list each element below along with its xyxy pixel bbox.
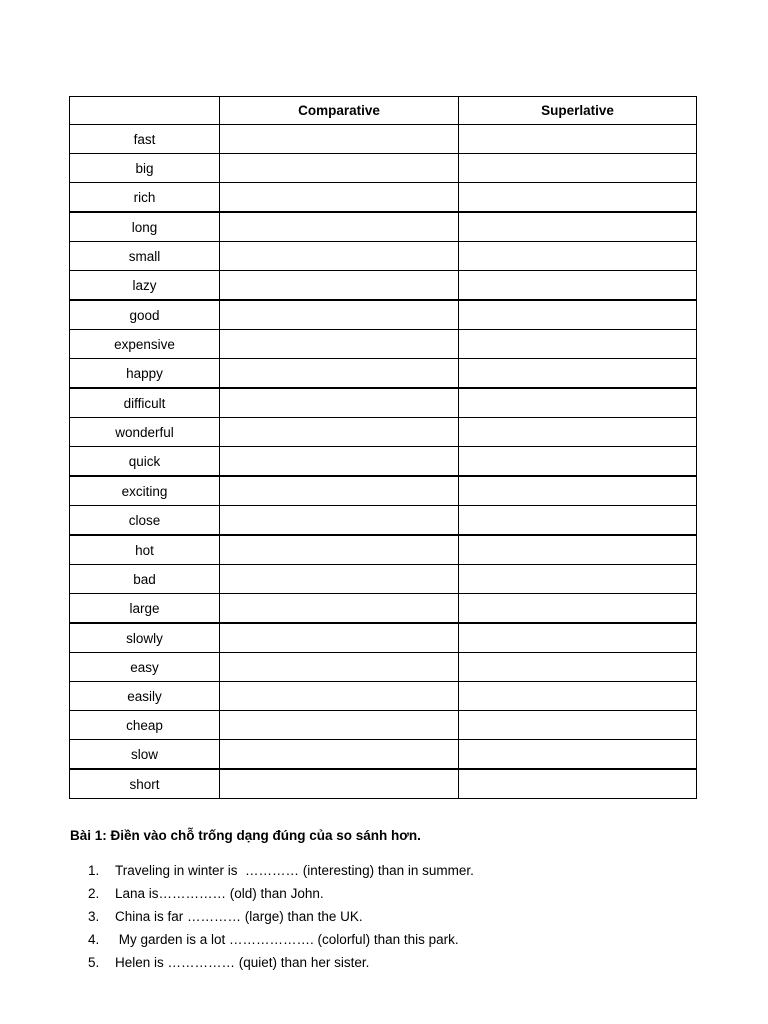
comparative-cell[interactable] — [220, 125, 459, 154]
item-number: 1. — [88, 863, 100, 878]
item-sentence: Lana is…………… (old) than John. — [115, 886, 324, 901]
exercise-item — [70, 928, 710, 951]
table-row — [70, 653, 697, 682]
item-number: 3. — [88, 909, 100, 924]
comparative-cell[interactable] — [220, 418, 459, 447]
comparative-cell[interactable] — [220, 154, 459, 183]
exercise-item — [70, 859, 710, 882]
superlative-cell[interactable] — [459, 535, 697, 565]
comparative-cell[interactable] — [220, 653, 459, 682]
adjective-cell: easy — [70, 653, 220, 682]
comparative-cell[interactable] — [220, 565, 459, 594]
exercise-title: Bài 1: Điền vào chỗ trống dạng đúng của so sánh hơn. — [70, 828, 421, 843]
superlative-cell[interactable] — [459, 183, 697, 213]
table-row — [70, 740, 697, 770]
table-row — [70, 565, 697, 594]
comparative-cell[interactable] — [220, 212, 459, 242]
adjective-cell: close — [70, 506, 220, 536]
adjective-cell: good — [70, 300, 220, 330]
comparative-cell[interactable] — [220, 506, 459, 536]
superlative-cell[interactable] — [459, 300, 697, 330]
table-row — [70, 711, 697, 740]
superlative-cell[interactable] — [459, 711, 697, 740]
adjective-cell: easily — [70, 682, 220, 711]
adjective-cell: cheap — [70, 711, 220, 740]
table-row — [70, 388, 697, 418]
superlative-cell[interactable] — [459, 565, 697, 594]
comparative-cell[interactable] — [220, 447, 459, 477]
table-row — [70, 154, 697, 183]
adjective-cell: large — [70, 594, 220, 624]
adjective-cell: exciting — [70, 476, 220, 506]
superlative-cell[interactable] — [459, 154, 697, 183]
comparative-cell[interactable] — [220, 183, 459, 213]
table-row — [70, 300, 697, 330]
comparative-cell[interactable] — [220, 388, 459, 418]
superlative-cell[interactable] — [459, 447, 697, 477]
exercise-item — [70, 951, 710, 974]
header-blank — [70, 97, 220, 125]
item-sentence: Traveling in winter is ………… (interesting) than in summer. — [115, 863, 474, 878]
table-row — [70, 769, 697, 799]
adjective-cell: short — [70, 769, 220, 799]
table-row — [70, 330, 697, 359]
superlative-cell[interactable] — [459, 212, 697, 242]
adjective-cell: slowly — [70, 623, 220, 653]
superlative-cell[interactable] — [459, 623, 697, 653]
table-row — [70, 447, 697, 477]
adjective-cell: difficult — [70, 388, 220, 418]
superlative-cell[interactable] — [459, 359, 697, 389]
superlative-cell[interactable] — [459, 242, 697, 271]
comparative-cell[interactable] — [220, 476, 459, 506]
table-row — [70, 682, 697, 711]
table-header-row — [70, 97, 697, 125]
table-row — [70, 418, 697, 447]
adjective-cell: rich — [70, 183, 220, 213]
table-row — [70, 183, 697, 213]
superlative-cell[interactable] — [459, 125, 697, 154]
comparative-cell[interactable] — [220, 594, 459, 624]
superlative-cell[interactable] — [459, 653, 697, 682]
header-comparative: Comparative — [220, 97, 459, 125]
superlative-cell[interactable] — [459, 506, 697, 536]
comparative-cell[interactable] — [220, 711, 459, 740]
comparative-cell[interactable] — [220, 300, 459, 330]
adjective-cell: lazy — [70, 271, 220, 301]
superlative-cell[interactable] — [459, 594, 697, 624]
superlative-cell[interactable] — [459, 418, 697, 447]
item-sentence: China is far ………… (large) than the UK. — [115, 909, 363, 924]
superlative-cell[interactable] — [459, 271, 697, 301]
header-superlative: Superlative — [459, 97, 697, 125]
table-body — [70, 125, 697, 799]
table-row — [70, 476, 697, 506]
item-number: 4. — [88, 932, 100, 947]
item-sentence: Helen is …………… (quiet) than her sister. — [115, 955, 370, 970]
comparative-cell[interactable] — [220, 359, 459, 389]
table-row — [70, 506, 697, 536]
comparative-cell[interactable] — [220, 242, 459, 271]
superlative-cell[interactable] — [459, 476, 697, 506]
comparative-cell[interactable] — [220, 769, 459, 799]
adjective-cell: quick — [70, 447, 220, 477]
adjective-table — [69, 96, 697, 799]
item-number: 5. — [88, 955, 100, 970]
adjective-cell: happy — [70, 359, 220, 389]
superlative-cell[interactable] — [459, 388, 697, 418]
superlative-cell[interactable] — [459, 682, 697, 711]
adjective-cell: small — [70, 242, 220, 271]
item-sentence: My garden is a lot ………………. (colorful) than this park. — [115, 932, 459, 947]
table-row — [70, 535, 697, 565]
adjective-cell: long — [70, 212, 220, 242]
comparative-cell[interactable] — [220, 271, 459, 301]
superlative-cell[interactable] — [459, 330, 697, 359]
adjective-cell: fast — [70, 125, 220, 154]
adjective-cell: bad — [70, 565, 220, 594]
comparative-cell[interactable] — [220, 330, 459, 359]
exercise-list — [70, 859, 710, 974]
adjective-cell: expensive — [70, 330, 220, 359]
adjective-cell: wonderful — [70, 418, 220, 447]
adjective-cell: slow — [70, 740, 220, 770]
table-row — [70, 242, 697, 271]
comparative-cell[interactable] — [220, 535, 459, 565]
table-row — [70, 125, 697, 154]
comparative-cell[interactable] — [220, 740, 459, 770]
adjective-cell: big — [70, 154, 220, 183]
exercise-item — [70, 905, 710, 928]
adjective-cell: hot — [70, 535, 220, 565]
table-row — [70, 623, 697, 653]
comparative-cell[interactable] — [220, 623, 459, 653]
item-number: 2. — [88, 886, 100, 901]
table-row — [70, 594, 697, 624]
table-row — [70, 212, 697, 242]
comparative-cell[interactable] — [220, 682, 459, 711]
table-row — [70, 271, 697, 301]
superlative-cell[interactable] — [459, 740, 697, 770]
exercise-section — [70, 827, 710, 974]
exercise-item — [70, 882, 710, 905]
superlative-cell[interactable] — [459, 769, 697, 799]
table-row — [70, 359, 697, 389]
